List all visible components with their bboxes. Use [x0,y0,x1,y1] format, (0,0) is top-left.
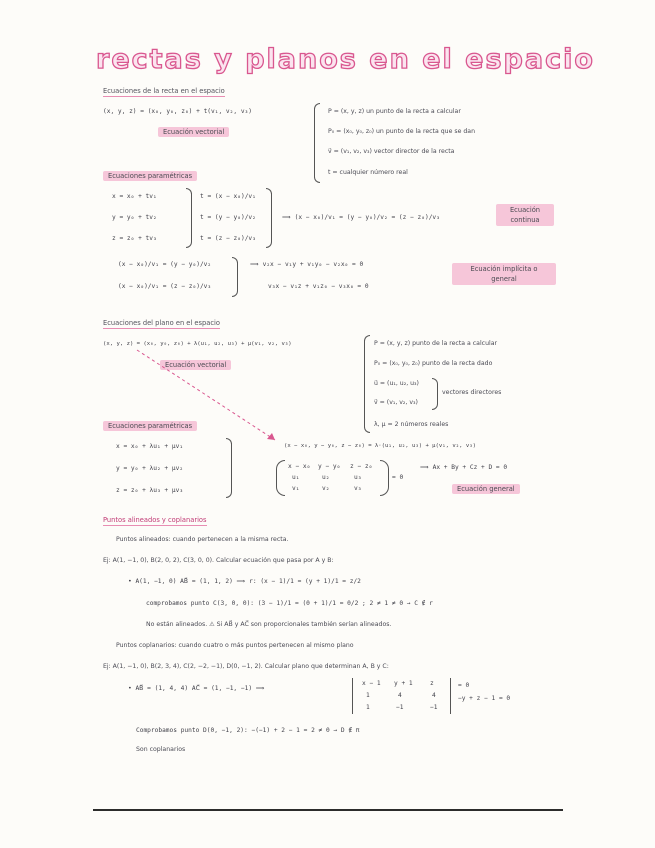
page-title: rectas y planos en el espacio [96,44,595,75]
implicit-left: (x − x₀)/v₁ = (z − z₀)/v₃ [118,283,212,290]
implicit-right: ⟹ v₂x − v₁y + v₁y₀ − v₂x₀ = 0 [250,261,364,268]
directors-brace [432,378,438,410]
implicit-left: (x − x₀)/v₁ = (y − y₀)/v₂ [118,261,212,268]
page-bottom-line [93,809,563,811]
continuous-label: Ecuación continua [496,204,554,226]
example2-calc: • AB⃗ = (1, 4, 4) AC⃗ = (1, −1, −1) ⟹ [128,685,265,692]
det2-right-bar [450,678,451,714]
det-line: (x − x₀, y − y₀, z − z₀) = λ·(u₁, u₂, u₃) + μ(v₁, v₂, v₃) [284,443,476,449]
det-result: = 0 [392,474,404,481]
param-brace [186,188,192,248]
param-eq: x = x₀ + tv₁ [112,193,157,200]
legend-item: v⃗ = (v₁, v₂, v₃) vector director de la recta [328,148,455,155]
det2-result: = 0 [458,682,470,689]
plane-general-label: Ecuación general [452,484,520,494]
legend-brace [314,103,320,183]
coplanar-definition: Puntos coplanarios: cuando cuatro o más puntos pertenecen al mismo plano [116,642,354,649]
implicit-right: v₃x − v₁z + v₁z₀ − v₃x₀ = 0 [268,283,369,290]
plane-legend-item: u⃗ = (u₁, u₂, u₃) [374,380,419,387]
example1-calc: • A(1, −1, 0) AB⃗ = (1, 1, 2) ⟹ r: (x − 1)/1 = (y + 1)/1 = z/2 [128,578,361,585]
line-vector-label: Ecuación vectorial [158,127,229,137]
det2-cell: 4 [432,692,436,699]
det-cell: u₁ [292,474,300,481]
det2-cell: −1 [396,704,404,711]
example2-check: Comprobamos punto D(0, −1, 2): −(−1) + 2 − 1 = 2 ≠ 0 → D ∉ π [136,727,360,734]
det2-cell: 1 [366,704,370,711]
plane-general-eq: ⟹ Ax + By + Cz + D = 0 [420,464,508,471]
plane-param-label: Ecuaciones paramétricas [103,421,197,431]
plane-legend-item: v⃗ = (v₁, v₂, v₃) [374,399,418,406]
det2-cell: 1 [366,692,370,699]
plane-vector-label: Ecuación vectorial [160,360,231,370]
directors-label: vectores directores [442,389,502,396]
det-left-paren [276,460,285,496]
aligned-definition: Puntos alineados: cuando pertenecen a la misma recta. [116,536,289,543]
section1-heading: Ecuaciones de la recta en el espacio [103,87,225,95]
section3-heading: Puntos alineados y coplanarios [103,516,207,524]
param-eq: y = y₀ + tv₂ [112,214,157,221]
section2-heading: Ecuaciones del plano en el espacio [103,319,220,327]
det-cell: u₃ [354,474,362,481]
det-cell: z − z₀ [350,463,373,470]
implicit-brace [232,257,238,297]
det-right-paren [380,460,389,496]
plane-legend-item: P₀ = (x₀, y₀, z₀) punto de la recta dado [374,360,493,367]
t-eq: t = (z − z₀)/v₃ [200,235,256,242]
dashed-arrow [135,348,285,448]
legend-item: P₀ = (x₀, y₀, z₀) un punto de la recta que se dan [328,128,476,135]
det-cell: u₂ [322,474,330,481]
t-eq: t = (y − y₀)/v₂ [200,214,256,221]
example1-conclusion: No están alineados. ⚠ Si AB⃗ y AC⃗ son proporcionales también serían alineados. [146,621,392,628]
plane-param-eq: y = y₀ + λu₂ + μv₂ [116,465,184,472]
continuous-eq: ⟹ (x − x₀)/v₁ = (y − y₀)/v₂ = (z − z₀)/v₃ [282,214,440,221]
det2-cell: y + 1 [394,680,413,687]
line-param-label: Ecuaciones paramétricas [103,171,197,181]
det2-cell: z [430,680,434,687]
line-vector-equation: (x, y, z) = (x₀, y₀, z₀) + t(v₁, v₂, v₃) [103,108,253,115]
det2-cell: −1 [430,704,438,711]
det-cell: v₃ [354,485,362,492]
det2-left-bar [352,678,353,714]
example2-statement: Ej: A(1, −1, 0), B(2, 3, 4), C(2, −2, −1), D(0, −1, 2). Calcular plano que determinan A, B y C: [103,663,389,670]
det-cell: v₁ [292,485,300,492]
plane-legend-item: P = (x, y, z) punto de la recta a calcular [374,340,498,347]
t-brace [266,188,272,248]
legend-item: t = cualquier número real [328,169,408,176]
implicit-label: Ecuación implícita o general [452,263,556,285]
det-cell: v₂ [322,485,330,492]
example1-check: comprobamos punto C(3, 0, 0): (3 − 1)/1 = (0 + 1)/1 = 0/2 ; 2 ≠ 1 ≠ 0 → C ∉ r [146,600,433,607]
det2-result: −y + z − 1 = 0 [458,695,511,702]
plane-vector-equation: (x, y, z) = (x₀, y₀, z₀) + λ(u₁, u₂, u₃) + μ(v₁, v₂, v₃) [103,341,292,347]
plane-param-brace [226,438,232,498]
legend-item: P = (x, y, z) un punto de la recta a calcular [328,108,461,115]
det-cell: y − y₀ [318,463,341,470]
example2-conclusion: Son coplanarios [136,746,186,753]
plane-param-eq: z = z₀ + λu₃ + μv₃ [116,487,184,494]
t-eq: t = (x − x₀)/v₁ [200,193,256,200]
det2-cell: 4 [398,692,402,699]
example1-statement: Ej: A(1, −1, 0), B(2, 0, 2), C(3, 0, 0). Calcular ecuación que pasa por A y B: [103,557,334,564]
param-eq: z = z₀ + tv₃ [112,235,157,242]
plane-legend-item: λ, μ = 2 números reales [374,421,449,428]
plane-legend-brace [364,335,370,433]
det2-cell: x − 1 [362,680,381,687]
plane-param-eq: x = x₀ + λu₁ + μv₁ [116,443,184,450]
det-cell: x − x₀ [288,463,311,470]
